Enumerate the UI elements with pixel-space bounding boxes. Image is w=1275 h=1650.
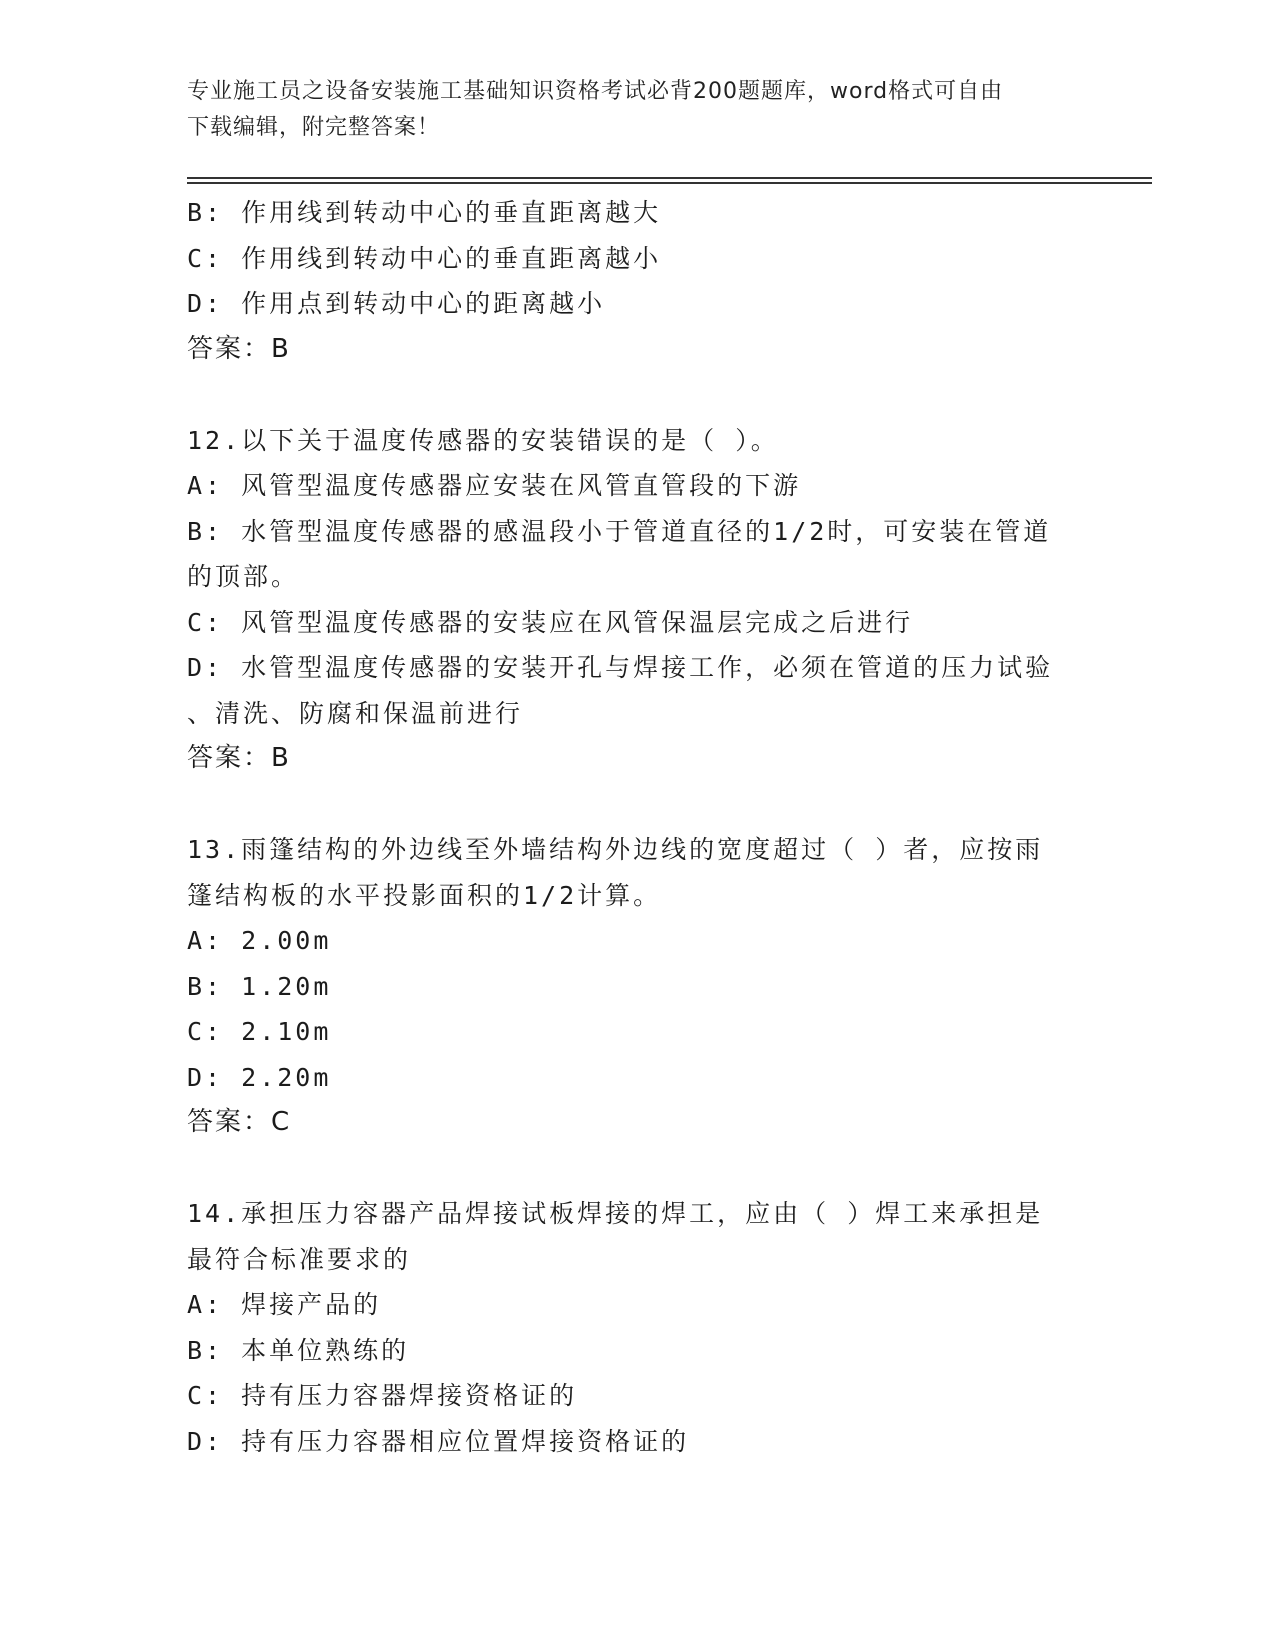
text-line: 13.雨篷结构的外边线至外墙结构外边线的宽度超过（ ）者，应按雨 [187,835,1044,864]
text-line: 篷结构板的水平投影面积的1/2计算。 [187,880,662,910]
text-line: A: 风管型温度传感器应安装在风管直管段的下游 [187,471,802,500]
text-line: C: 2.10m [187,1017,332,1046]
header-divider-bottom [187,182,1152,184]
text-line: D: 持有压力容器相应位置焊接资格证的 [187,1426,690,1456]
answer-line: 答案：C [187,1107,292,1137]
text-line: B: 本单位熟练的 [187,1335,410,1365]
text-line: B: 作用线到转动中心的垂直距离越大 [187,198,662,227]
header-divider-top [187,177,1152,179]
text-line: 、清洗、防腐和保温前进行 [187,698,524,728]
text-line: D: 2.20m [187,1062,332,1092]
blank-gap [187,1146,1087,1192]
text-line: A: 2.00m [187,926,332,955]
text-line: C: 持有压力容器焊接资格证的 [187,1381,578,1410]
question-content [187,190,1087,1464]
text-line: D: 作用点到转动中心的距离越小 [187,289,606,318]
document-header [187,74,1087,146]
text-line: C: 风管型温度传感器的安装应在风管保温层完成之后进行 [187,607,914,637]
header-line-2: 下载编辑，附完整答案！ [187,115,441,140]
answer-line: 答案：B [187,333,291,364]
blank-gap [187,372,1087,418]
text-line: 最符合标准要求的 [187,1244,412,1274]
header-line-1: 专业施工员之设备安装施工基础知识资格考试必背200题题库，word格式可自由 [187,79,1004,104]
text-line: 14.承担压力容器产品焊接试板焊接的焊工，应由（ ）焊工来承担是 [187,1199,1044,1228]
text-line: 12.以下关于温度传感器的安装错误的是（ ）。 [187,425,779,455]
text-line: B: 1.20m [187,971,332,1001]
text-line: B: 水管型温度传感器的感温段小于管道直径的1/2时，可安装在管道 [187,516,1052,546]
blank-gap [187,782,1087,828]
text-line: D: 水管型温度传感器的安装开孔与焊接工作，必须在管道的压力试验 [187,653,1054,682]
answer-line: 答案：B [187,743,291,773]
text-line: A: 焊接产品的 [187,1290,382,1319]
text-line: C: 作用线到转动中心的垂直距离越小 [187,243,662,273]
text-line: 的顶部。 [187,562,300,591]
